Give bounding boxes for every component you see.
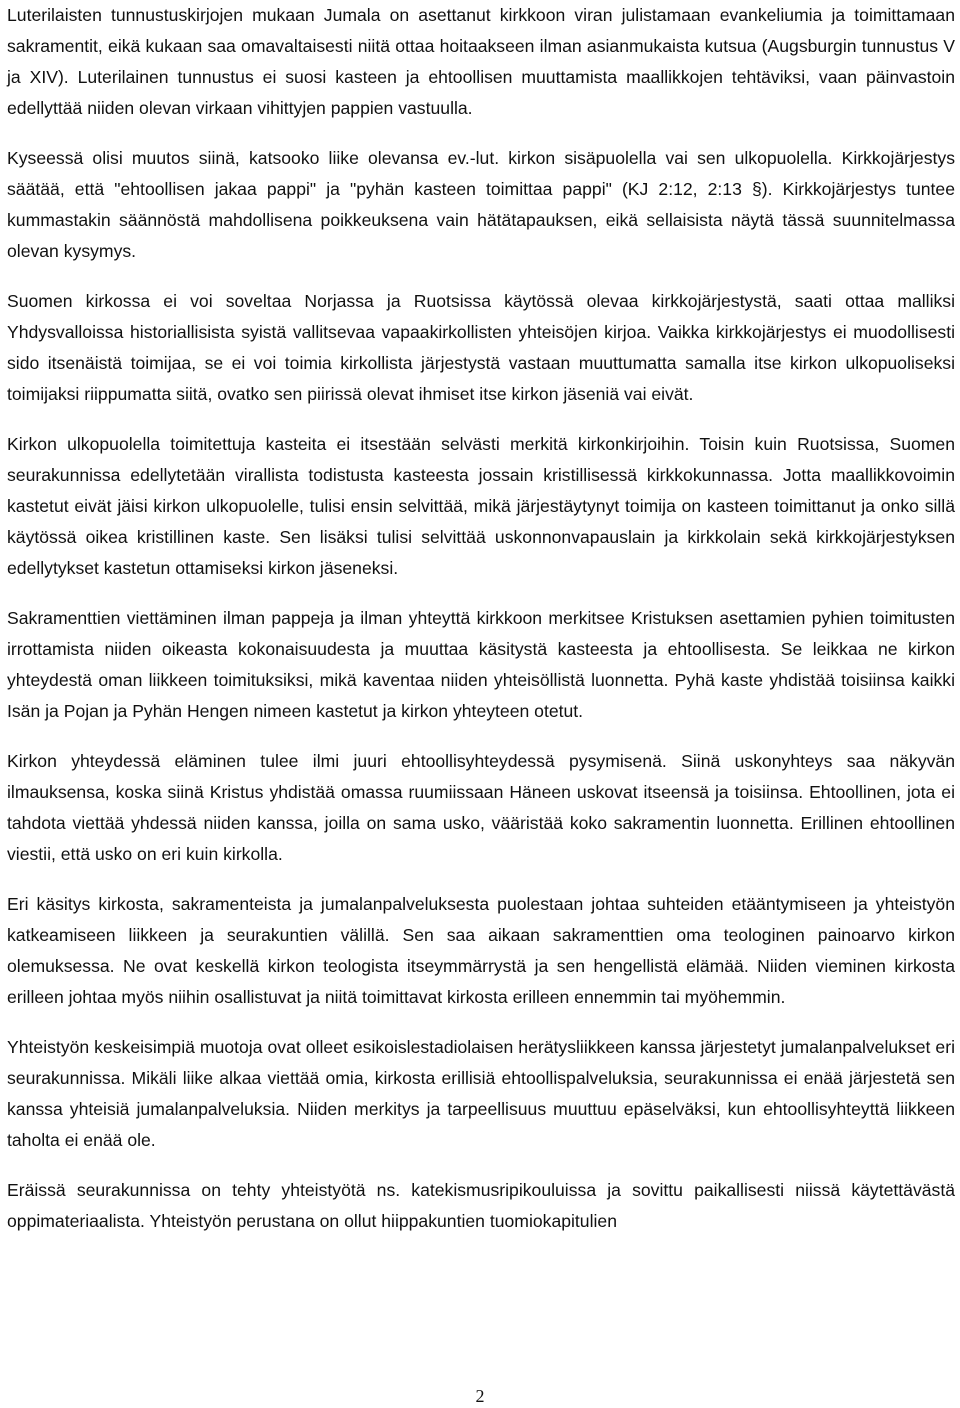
paragraph-baptism-records: Kirkon ulkopuolella toimitettuja kasteita ei itsestään selvästi merkitä kirkonkirjoihin. Toisin kuin Ruotsissa, Suomen seurakunnissa edellytetään virallista todistusta kasteesta jossain kristillisessä kirkkokunnassa. Jotta maallikkovoimin kastetut eivät jäisi kirkon ulkopuolelle, tulisi ensin selvittää, mikä järjestäytynyt toimija on kasteen toimittanut ja onko sillä käytössä oikea kristillinen kaste. Sen lisäksi tulisi selvittää uskonnonvapauslain ja kirkkolain sekä kirkkojärjestyksen edellytykset kastetun ottamiseksi kirkon jäseneksi.: [7, 434, 955, 578]
paragraph-finnish-church: Suomen kirkossa ei voi soveltaa Norjassa ja Ruotsissa käytössä olevaa kirkkojärjestystä, saati ottaa malliksi Yhdysvalloissa historiallisista syistä vallitsevaa vapaakirkollisten yhteisöjen kirjoa. Vaikka kirkkojärjestys ei muodollisesti sido itsenäistä toimijaa, se ei voi toimia kirkollista järjestystä vastaan muuttumatta samalla itse kirkon ulkopuoliseksi toimijaksi riippumatta siitä, ovatko sen piirissä olevat ihmiset itse kirkon jäseniä vai eivät.: [7, 291, 955, 404]
paragraph-church-order: Kyseessä olisi muutos siinä, katsooko liike olevansa ev.-lut. kirkon sisäpuolella vai sen ulkopuolella. Kirkkojärjestys säätää, että "ehtoollisen jakaa pappi" ja "pyhän kasteen toimittaa pappi" (KJ 2:12, 2:13 §). Kirkkojärjestys tuntee kummastakin säännöstä mahdollisena poikkeuksena vain hätätapauksen, eikä sellaisista näytä tässä suunnitelmassa olevan kysymys.: [7, 148, 955, 261]
paragraph-confirmation-schools: Eräissä seurakunnissa on tehty yhteistyötä ns. katekismusripikouluissa ja sovittu paikallisesti niissä käytettävästä oppimateriaalista. Yhteistyön perustana on ollut hiippakuntien tuomiokapitulien: [7, 1180, 955, 1231]
paragraph-sacraments: Sakramenttien viettäminen ilman pappeja ja ilman yhteyttä kirkkoon merkitsee Kristuksen asettamien pyhien toimitusten irrottamista niiden oikeasta kokonaisuudesta ja muuttaa käsitystä kasteesta ja ehtoollisesta. Se leikkaa ne kirkon yhteydestä oman liikkeen toimituksiksi, mikä kaventaa niiden yhteisöllistä luonnetta. Pyhä kaste yhdistää toisiinsa kaikki Isän ja Pojan ja Pyhän Hengen nimeen kastetut ja kirkon yhteyteen otetut.: [7, 608, 955, 721]
paragraph-cooperation: Yhteistyön keskeisimpiä muotoja ovat olleet esikoislestadiolaisen herätysliikkeen kanssa järjestetyt jumalanpalvelukset eri seurakunnissa. Mikäli liike alkaa viettää omia, kirkosta erillisiä ehtoollispalveluksia, seurakunnissa ei enää järjestetä sen kanssa yhteisiä jumalanpalveluksia. Niiden merkitys ja tarpeellisuus muuttuu epäselväksi, kun ehtoollisyhteyttä liikkeen taholta ei enää ole.: [7, 1037, 955, 1150]
document-page: [7, 0, 955, 1256]
paragraph-communion: Kirkon yhteydessä eläminen tulee ilmi juuri ehtoollisyhteydessä pysymisenä. Siinä uskonyhteys saa näkyvän ilmauksensa, koska siinä Kristus yhdistää omassa ruumiissaan Häneen uskovat itseensä ja toisiinsa. Ehtoollinen, jota ei tahdota viettää yhdessä niiden kanssa, joilla on sama usko, vääristää koko sakramentin luonnetta. Erillinen ehtoollinen viestii, että usko on eri kuin kirkolla.: [7, 751, 955, 864]
paragraph-augsburg-confession: Luterilaisten tunnustuskirjojen mukaan Jumala on asettanut kirkkoon viran julistamaan evankeliumia ja toimittamaan sakramentit, eikä kukaan saa omavaltaisesti niitä ottaa hoitaakseen ilman asianmukaista kutsua (Augsburgin tunnustus V ja XIV). Luterilainen tunnustus ei suosi kasteen ja ehtoollisen muuttamista maallikkojen tehtäviksi, vaan päinvastoin edellyttää niiden olevan virkaan vihittyjen pappien vastuulla.: [7, 5, 955, 118]
page-number: 2: [475, 1386, 485, 1406]
paragraph-church-concept: Eri käsitys kirkosta, sakramenteista ja jumalanpalveluksesta puolestaan johtaa suhteiden etääntymiseen ja yhteistyön katkeamiseen liikkeen ja seurakuntien välillä. Sen saa aikaan sakramenttien oma teologinen painoarvo kirkon olemuksessa. Ne ovat keskellä kirkon teologista itseymmärrystä ja sen hengellistä elämää. Niiden vieminen kirkosta erilleen johtaa myös niihin osallistuvat ja niitä toimittavat kirkosta erilleen ennemmin tai myöhemmin.: [7, 894, 955, 1007]
